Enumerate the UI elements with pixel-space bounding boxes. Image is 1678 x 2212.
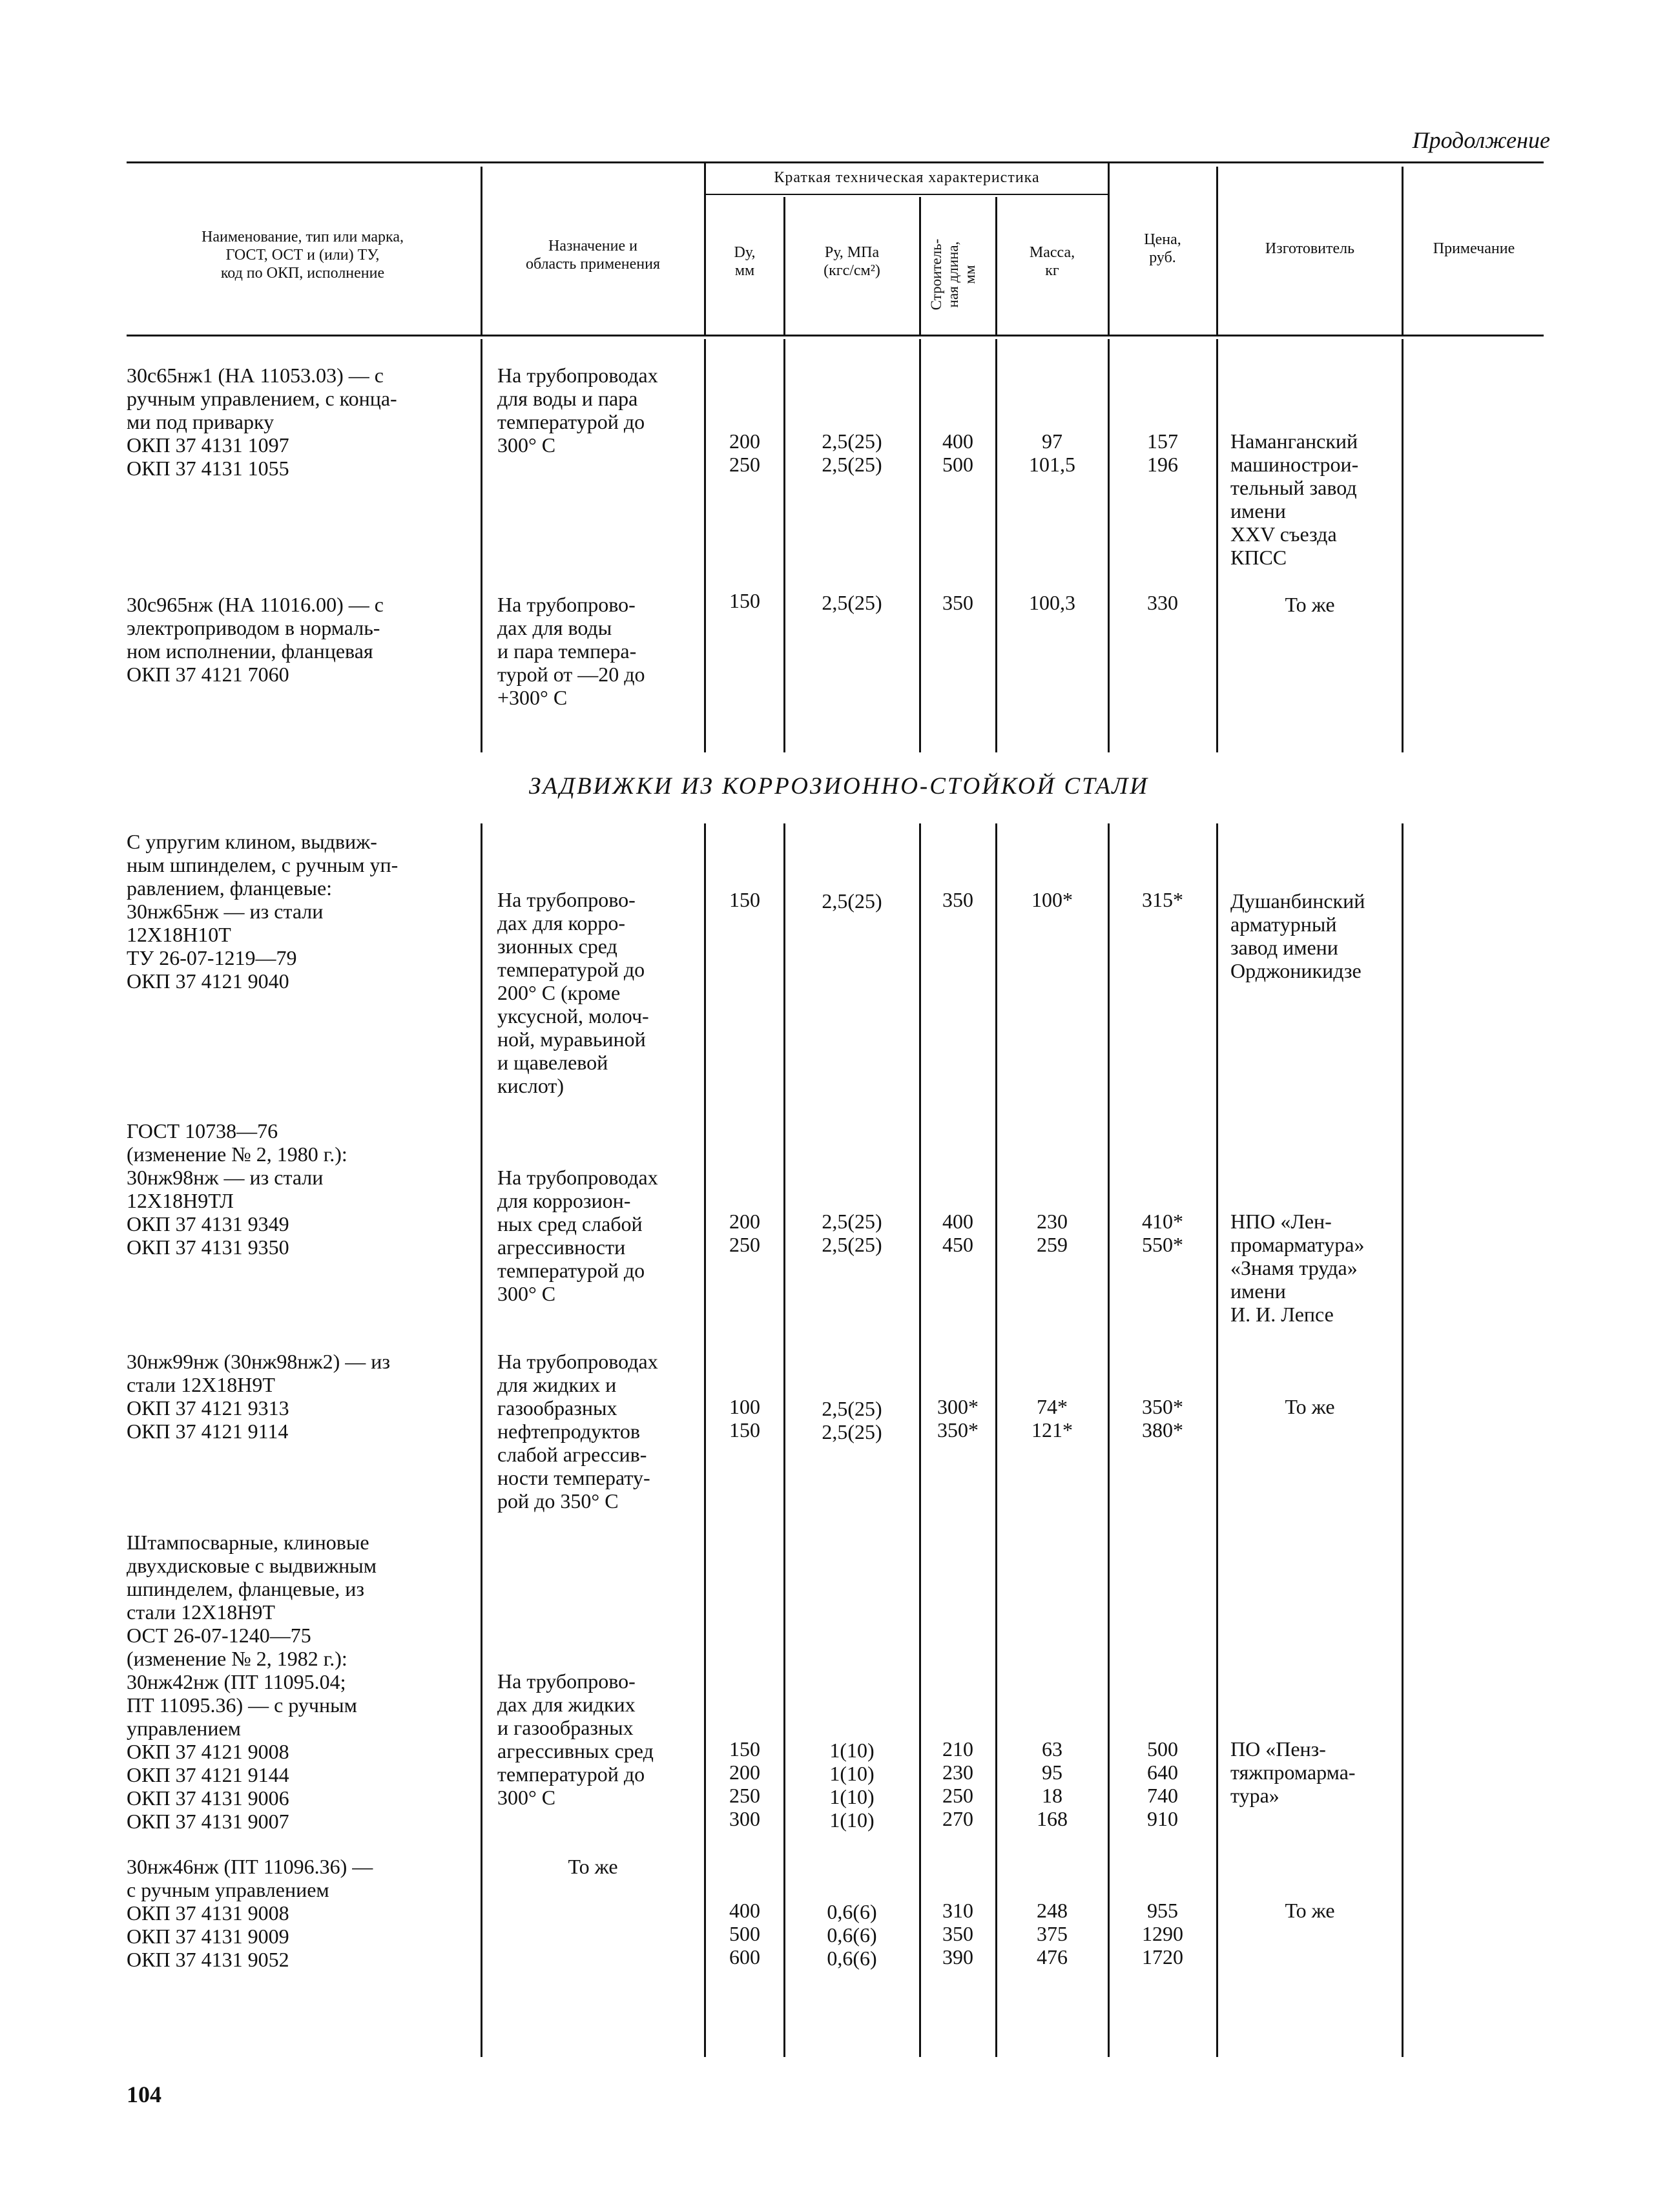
row-dy: 150 (729, 888, 760, 911)
column-divider (1108, 339, 1110, 752)
row-py: 2,5(25) 2,5(25) (822, 1397, 882, 1443)
row-name: 30с65нж1 (НА 11053.03) — с ручным управлением, с конца- ми под приварку ОКП 37 4131 1097 ОКП 37 4131 1055 (127, 364, 397, 480)
row-py: 2,5(25) 2,5(25) (822, 1210, 882, 1256)
row-name: 30с965нж (НА 11016.00) — с электроприводом в нормаль- ном исполнении, фланцевая ОКП 37 4121 7060 (127, 593, 384, 686)
row-py: 2,5(25) (822, 591, 882, 614)
header-dy: Dу, мм (734, 244, 756, 279)
row-price: 955 1290 1720 (1142, 1899, 1183, 1969)
row-length: 300* 350* (937, 1395, 979, 1442)
row-dy: 400 500 600 (729, 1899, 760, 1969)
row-dy: 200 250 (729, 1210, 760, 1256)
tech-group-rule (704, 194, 1108, 195)
header-maker: Изготовитель (1265, 240, 1355, 257)
header-divider (1402, 167, 1404, 336)
row-maker: НПО «Лен- промарматура» «Знамя труда» имени И. И. Лепсе (1230, 1210, 1365, 1326)
header-divider (995, 197, 997, 336)
row-name: 30нж99нж (30нж98нж2) — из стали 12Х18Н9Т ОКП 37 4121 9313 ОКП 37 4121 9114 (127, 1350, 391, 1443)
row-length: 310 350 390 (942, 1899, 973, 1969)
row-maker: То же (1285, 1899, 1335, 1922)
row-mass: 100* (1031, 888, 1073, 911)
header-purpose: Назначение и область применения (525, 238, 661, 273)
header-length: Строитель- ная длина, мм (928, 238, 978, 311)
row-name: Штампосварные, клиновые двухдисковые с выдвижным шпинделем, фланцевые, из стали 12Х18Н9Т ОСТ 26-07-1240—75 (изменение № 2, 1982 г.): 30нж42нж (ПТ 11095.04; ПТ 11095.36) — с ручным управлением ОКП 37 4121 9008 ОКП 37 4121 9144 ОКП 37 4131 9006 ОКП 37 4131 9007 (127, 1531, 377, 1833)
column-divider (704, 823, 706, 2057)
column-divider (1216, 823, 1218, 2057)
row-py: 0,6(6) 0,6(6) 0,6(6) (827, 1900, 877, 1970)
row-price: 410* 550* (1142, 1210, 1183, 1256)
row-name: ГОСТ 10738—76 (изменение № 2, 1980 г.): 30нж98нж — из стали 12Х18Н9ТЛ ОКП 37 4131 9349 ОКП 37 4131 9350 (127, 1119, 347, 1259)
column-divider (481, 823, 482, 2057)
row-length: 350 (942, 591, 973, 614)
header-name: Наименование, тип или марка, ГОСТ, ОСТ и (или) ТУ, код по ОКП, исполнение (202, 229, 404, 282)
column-divider (1216, 339, 1218, 752)
header-py: Pу, МПа (кгс/см²) (823, 244, 880, 279)
header-note: Примечание (1433, 240, 1515, 257)
row-maker: ПО «Пенз- тяжпромарма- тура» (1230, 1737, 1356, 1807)
row-name: 30нж46нж (ПТ 11096.36) — с ручным управлением ОКП 37 4131 9008 ОКП 37 4131 9009 ОКП 37 4131 9052 (127, 1855, 373, 1971)
row-mass: 63 95 18 168 (1037, 1737, 1068, 1830)
row-dy: 200 250 (729, 429, 760, 476)
column-divider (481, 339, 482, 752)
row-name: С упругим клином, выдвиж- ным шпинделем, с ручным уп- равлением, фланцевые: 30нж65нж — из стали 12Х18Н10Т ТУ 26-07-1219—79 ОКП 37 4121 9040 (127, 830, 399, 993)
column-divider (995, 339, 997, 752)
row-py: 1(10) 1(10) 1(10) 1(10) (829, 1739, 875, 1832)
continued-note: Продолжение (1412, 127, 1550, 153)
row-price: 315* (1142, 888, 1183, 911)
column-divider (919, 339, 921, 752)
row-maker: Душанбинский арматурный завод имени Орджоникидзе (1230, 889, 1365, 982)
column-divider (1108, 823, 1110, 2057)
row-price: 330 (1147, 591, 1178, 614)
column-divider (995, 823, 997, 2057)
column-divider (783, 823, 785, 2057)
row-purpose: На трубопроводах для жидких и газообразных нефтепродуктов слабой агрессив- ности температу- рой до 350° С (497, 1350, 658, 1513)
header-divider (704, 161, 706, 336)
section-title: ЗАДВИЖКИ ИЗ КОРРОЗИОННО-СТОЙКОЙ СТАЛИ (528, 773, 1150, 800)
row-price: 157 196 (1147, 429, 1178, 476)
header-divider (919, 197, 921, 336)
header-divider (783, 197, 785, 336)
row-dy: 100 150 (729, 1395, 760, 1442)
row-mass: 248 375 476 (1037, 1899, 1068, 1969)
header-price: Цена, руб. (1144, 231, 1181, 266)
row-maker: То же (1285, 1395, 1335, 1418)
header-mass: Масса, кг (1029, 244, 1075, 279)
row-mass: 74* 121* (1031, 1395, 1073, 1442)
header-tech-group: Краткая техническая характеристика (774, 169, 1040, 186)
column-divider (783, 339, 785, 752)
header-divider (481, 167, 482, 336)
row-maker: Наманганский машинострои- тельный завод имени XXV съезда КПСС (1230, 429, 1359, 569)
header-divider (1108, 161, 1110, 336)
header-divider (1216, 167, 1218, 336)
page-number: 104 (127, 2082, 161, 2107)
header-bottom-rule (127, 335, 1544, 336)
row-purpose: На трубопрово- дах для корро- зионных сред температурой до 200° С (кроме уксусной, молоч- ной, муравьиной и щавелевой кислот) (497, 888, 649, 1097)
column-divider (1402, 823, 1404, 2057)
column-divider (1402, 339, 1404, 752)
row-price: 500 640 740 910 (1147, 1737, 1178, 1830)
row-length: 400 500 (942, 429, 973, 476)
row-purpose: На трубопроводах для коррозион- ных сред слабой агрессивности температурой до 300° С (497, 1166, 658, 1305)
row-purpose: На трубопрово- дах для воды и пара темпера- турой от —20 до +300° С (497, 593, 645, 709)
row-py: 2,5(25) 2,5(25) (822, 429, 882, 476)
column-divider (704, 339, 706, 752)
row-purpose: На трубопроводах для воды и пара температурой до 300° С (497, 364, 658, 457)
table-top-rule (127, 161, 1544, 163)
row-py: 2,5(25) (822, 889, 882, 913)
row-purpose: То же (568, 1855, 618, 1878)
row-length: 210 230 250 270 (942, 1737, 973, 1830)
row-length: 350 (942, 888, 973, 911)
row-maker: То же (1285, 593, 1335, 616)
row-mass: 97 101,5 (1029, 429, 1075, 476)
row-dy: 150 (729, 589, 760, 612)
row-price: 350* 380* (1142, 1395, 1183, 1442)
row-purpose: На трубопрово- дах для жидких и газообразных агрессивных сред температурой до 300° С (497, 1669, 654, 1809)
row-mass: 100,3 (1029, 591, 1075, 614)
column-divider (919, 823, 921, 2057)
row-dy: 150 200 250 300 (729, 1737, 760, 1830)
row-mass: 230 259 (1037, 1210, 1068, 1256)
row-length: 400 450 (942, 1210, 973, 1256)
